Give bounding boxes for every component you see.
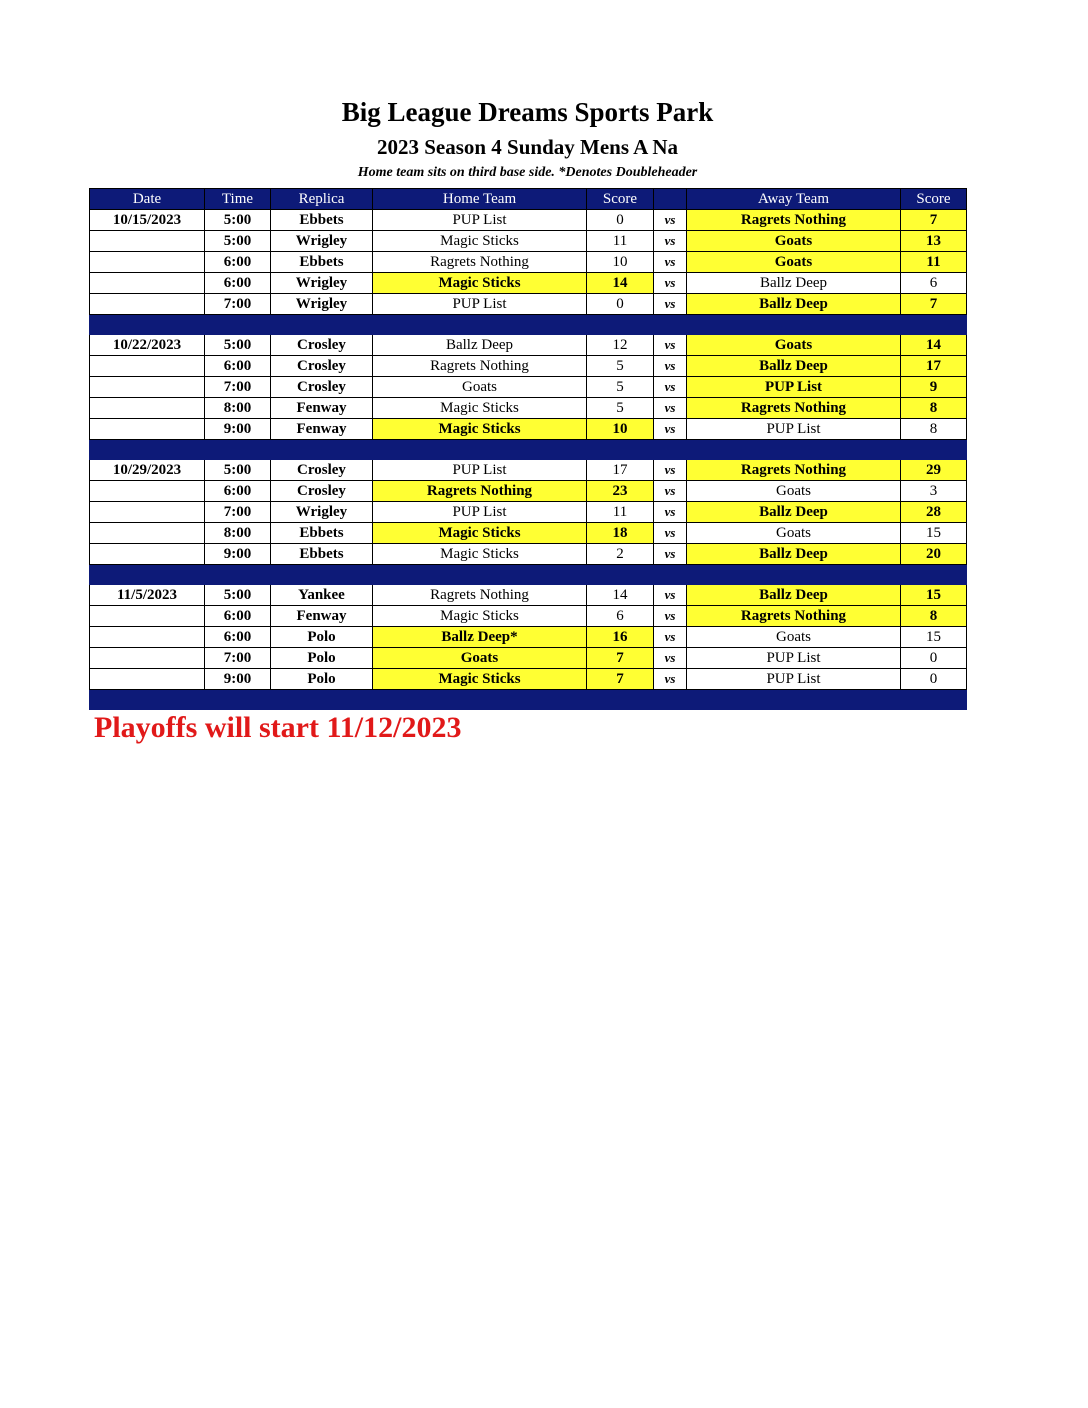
away-team: Ragrets Nothing [687, 398, 901, 419]
table-row [90, 523, 967, 544]
table-row [90, 544, 967, 565]
home-team: Magic Sticks [373, 419, 587, 440]
page-subtitle: 2023 Season 4 Sunday Mens A Na [376, 135, 679, 159]
home-team: Ragrets Nothing [373, 481, 587, 502]
away-team: Ballz Deep [687, 273, 901, 294]
away-score: 7 [901, 294, 967, 315]
separator-cell [901, 690, 967, 710]
game-time: 6:00 [205, 356, 271, 377]
table-row [90, 210, 967, 231]
game-date [90, 481, 205, 502]
separator-cell [901, 315, 967, 335]
game-time: 9:00 [205, 419, 271, 440]
away-team: Ballz Deep [687, 502, 901, 523]
vs-label: vs [654, 356, 687, 377]
away-score: 29 [901, 460, 967, 481]
away-score: 8 [901, 398, 967, 419]
home-score: 11 [587, 231, 654, 252]
table-row [90, 585, 967, 606]
home-team: Magic Sticks [373, 544, 587, 565]
game-date: 11/5/2023 [90, 585, 205, 606]
column-header-home-score: Score [587, 189, 654, 210]
vs-label: vs [654, 252, 687, 273]
game-replica: Wrigley [271, 502, 373, 523]
vs-label: vs [654, 419, 687, 440]
home-team: Goats [373, 377, 587, 398]
vs-label: vs [654, 648, 687, 669]
away-score: 15 [901, 585, 967, 606]
game-date [90, 231, 205, 252]
game-date [90, 502, 205, 523]
game-replica: Crosley [271, 481, 373, 502]
game-time: 7:00 [205, 648, 271, 669]
home-score: 7 [587, 669, 654, 690]
home-team: Ragrets Nothing [373, 252, 587, 273]
game-replica: Fenway [271, 398, 373, 419]
separator-cell [587, 565, 654, 585]
vs-label: vs [654, 231, 687, 252]
separator-cell [587, 690, 654, 710]
home-score: 23 [587, 481, 654, 502]
game-date [90, 273, 205, 294]
home-score: 14 [587, 273, 654, 294]
away-score: 0 [901, 648, 967, 669]
game-time: 6:00 [205, 252, 271, 273]
away-score: 28 [901, 502, 967, 523]
away-score: 13 [901, 231, 967, 252]
away-team: Ballz Deep [687, 585, 901, 606]
game-date [90, 544, 205, 565]
separator-cell [587, 440, 654, 460]
game-time: 6:00 [205, 481, 271, 502]
week-separator [90, 440, 967, 460]
game-time: 5:00 [205, 210, 271, 231]
home-team: PUP List [373, 210, 587, 231]
away-team: Goats [687, 252, 901, 273]
home-team: Magic Sticks [373, 231, 587, 252]
separator-cell [205, 315, 271, 335]
separator-cell [90, 315, 205, 335]
away-score: 8 [901, 606, 967, 627]
game-time: 6:00 [205, 273, 271, 294]
table-row [90, 481, 967, 502]
away-team: Goats [687, 335, 901, 356]
away-team: PUP List [687, 377, 901, 398]
home-team: PUP List [373, 502, 587, 523]
away-team: Ballz Deep [687, 294, 901, 315]
game-replica: Wrigley [271, 273, 373, 294]
separator-cell [687, 315, 901, 335]
home-score: 17 [587, 460, 654, 481]
table-row [90, 669, 967, 690]
home-team: Magic Sticks [373, 669, 587, 690]
home-score: 11 [587, 502, 654, 523]
week-separator [90, 690, 967, 710]
table-row [90, 377, 967, 398]
game-date [90, 398, 205, 419]
vs-label: vs [654, 273, 687, 294]
away-score: 17 [901, 356, 967, 377]
week-separator [90, 315, 967, 335]
away-team: PUP List [687, 669, 901, 690]
table-row [90, 606, 967, 627]
away-team: Ragrets Nothing [687, 210, 901, 231]
away-score: 15 [901, 523, 967, 544]
home-team: Ragrets Nothing [373, 356, 587, 377]
game-time: 9:00 [205, 669, 271, 690]
game-time: 8:00 [205, 398, 271, 419]
home-score: 10 [587, 252, 654, 273]
home-score: 0 [587, 294, 654, 315]
home-team: Magic Sticks [373, 606, 587, 627]
vs-label: vs [654, 523, 687, 544]
home-team: Ballz Deep [373, 335, 587, 356]
away-score: 14 [901, 335, 967, 356]
vs-label: vs [654, 585, 687, 606]
game-date: 10/15/2023 [90, 210, 205, 231]
game-replica: Polo [271, 669, 373, 690]
separator-cell [271, 440, 373, 460]
column-header-home-team: Home Team [373, 189, 587, 210]
separator-cell [373, 690, 587, 710]
schedule-body [90, 210, 967, 710]
game-time: 6:00 [205, 606, 271, 627]
game-time: 7:00 [205, 502, 271, 523]
column-header-away-team: Away Team [687, 189, 901, 210]
separator-cell [587, 315, 654, 335]
column-header-date: Date [90, 189, 205, 210]
table-row [90, 502, 967, 523]
separator-cell [687, 565, 901, 585]
game-replica: Ebbets [271, 252, 373, 273]
separator-cell [205, 440, 271, 460]
game-replica: Ebbets [271, 210, 373, 231]
away-team: Ragrets Nothing [687, 606, 901, 627]
away-score: 6 [901, 273, 967, 294]
game-time: 9:00 [205, 544, 271, 565]
column-header-vs [654, 189, 687, 210]
separator-cell [373, 440, 587, 460]
away-team: Goats [687, 481, 901, 502]
separator-cell [271, 690, 373, 710]
separator-cell [90, 565, 205, 585]
game-time: 5:00 [205, 460, 271, 481]
game-date [90, 627, 205, 648]
game-time: 7:00 [205, 294, 271, 315]
away-score: 7 [901, 210, 967, 231]
column-header-replica: Replica [271, 189, 373, 210]
home-team: Goats [373, 648, 587, 669]
separator-cell [654, 315, 687, 335]
game-replica: Yankee [271, 585, 373, 606]
home-score: 12 [587, 335, 654, 356]
separator-cell [654, 690, 687, 710]
away-team: Goats [687, 627, 901, 648]
page-title: Big League Dreams Sports Park [341, 97, 714, 127]
game-replica: Crosley [271, 335, 373, 356]
table-row [90, 252, 967, 273]
game-replica: Crosley [271, 356, 373, 377]
vs-label: vs [654, 481, 687, 502]
separator-cell [271, 565, 373, 585]
table-row [90, 648, 967, 669]
game-date [90, 523, 205, 544]
game-time: 5:00 [205, 335, 271, 356]
game-replica: Ebbets [271, 544, 373, 565]
game-date [90, 294, 205, 315]
home-team: Ballz Deep* [373, 627, 587, 648]
game-replica: Polo [271, 627, 373, 648]
home-score: 5 [587, 356, 654, 377]
column-header-time: Time [205, 189, 271, 210]
separator-cell [687, 440, 901, 460]
away-team: PUP List [687, 419, 901, 440]
table-row [90, 460, 967, 481]
away-score: 8 [901, 419, 967, 440]
vs-label: vs [654, 377, 687, 398]
game-date [90, 419, 205, 440]
game-time: 6:00 [205, 627, 271, 648]
game-replica: Wrigley [271, 231, 373, 252]
game-replica: Polo [271, 648, 373, 669]
separator-cell [90, 440, 205, 460]
game-date [90, 648, 205, 669]
game-date [90, 669, 205, 690]
vs-label: vs [654, 210, 687, 231]
separator-cell [90, 690, 205, 710]
vs-label: vs [654, 398, 687, 419]
away-score: 3 [901, 481, 967, 502]
away-team: Ballz Deep [687, 356, 901, 377]
home-score: 2 [587, 544, 654, 565]
vs-label: vs [654, 627, 687, 648]
separator-cell [373, 315, 587, 335]
game-time: 5:00 [205, 585, 271, 606]
separator-cell [271, 315, 373, 335]
game-replica: Fenway [271, 606, 373, 627]
away-team: Goats [687, 231, 901, 252]
vs-label: vs [654, 502, 687, 523]
table-row [90, 231, 967, 252]
game-date: 10/22/2023 [90, 335, 205, 356]
separator-cell [205, 690, 271, 710]
game-date [90, 356, 205, 377]
vs-label: vs [654, 294, 687, 315]
home-team: Magic Sticks [373, 273, 587, 294]
vs-label: vs [654, 669, 687, 690]
game-replica: Crosley [271, 377, 373, 398]
game-date: 10/29/2023 [90, 460, 205, 481]
separator-cell [687, 690, 901, 710]
home-team: PUP List [373, 460, 587, 481]
home-score: 10 [587, 419, 654, 440]
home-score: 7 [587, 648, 654, 669]
game-replica: Ebbets [271, 523, 373, 544]
vs-label: vs [654, 460, 687, 481]
away-team: Ragrets Nothing [687, 460, 901, 481]
game-replica: Crosley [271, 460, 373, 481]
separator-cell [901, 440, 967, 460]
home-score: 5 [587, 398, 654, 419]
home-score: 6 [587, 606, 654, 627]
away-team: PUP List [687, 648, 901, 669]
separator-cell [654, 440, 687, 460]
separator-cell [654, 565, 687, 585]
table-row [90, 398, 967, 419]
table-row [90, 627, 967, 648]
playoffs-notice: Playoffs will start 11/12/2023 [94, 711, 462, 744]
schedule-table [89, 188, 967, 710]
table-row [90, 335, 967, 356]
game-replica: Wrigley [271, 294, 373, 315]
game-date [90, 606, 205, 627]
away-score: 15 [901, 627, 967, 648]
table-row [90, 419, 967, 440]
game-replica: Fenway [271, 419, 373, 440]
separator-cell [205, 565, 271, 585]
game-time: 5:00 [205, 231, 271, 252]
table-row [90, 273, 967, 294]
column-header-away-score: Score [901, 189, 967, 210]
game-time: 8:00 [205, 523, 271, 544]
away-team: Goats [687, 523, 901, 544]
week-separator [90, 565, 967, 585]
away-team: Ballz Deep [687, 544, 901, 565]
header-row [90, 189, 967, 210]
vs-label: vs [654, 544, 687, 565]
table-row [90, 294, 967, 315]
separator-cell [373, 565, 587, 585]
home-score: 5 [587, 377, 654, 398]
away-score: 9 [901, 377, 967, 398]
game-date [90, 377, 205, 398]
game-time: 7:00 [205, 377, 271, 398]
schedule-note: Home team sits on third base side. *Denotes Doubleheader [357, 165, 698, 180]
away-score: 11 [901, 252, 967, 273]
home-score: 16 [587, 627, 654, 648]
away-score: 0 [901, 669, 967, 690]
home-score: 18 [587, 523, 654, 544]
separator-cell [901, 565, 967, 585]
home-team: Ragrets Nothing [373, 585, 587, 606]
home-score: 0 [587, 210, 654, 231]
home-score: 14 [587, 585, 654, 606]
vs-label: vs [654, 335, 687, 356]
home-team: Magic Sticks [373, 398, 587, 419]
game-date [90, 252, 205, 273]
home-team: PUP List [373, 294, 587, 315]
vs-label: vs [654, 606, 687, 627]
table-row [90, 356, 967, 377]
home-team: Magic Sticks [373, 523, 587, 544]
away-score: 20 [901, 544, 967, 565]
